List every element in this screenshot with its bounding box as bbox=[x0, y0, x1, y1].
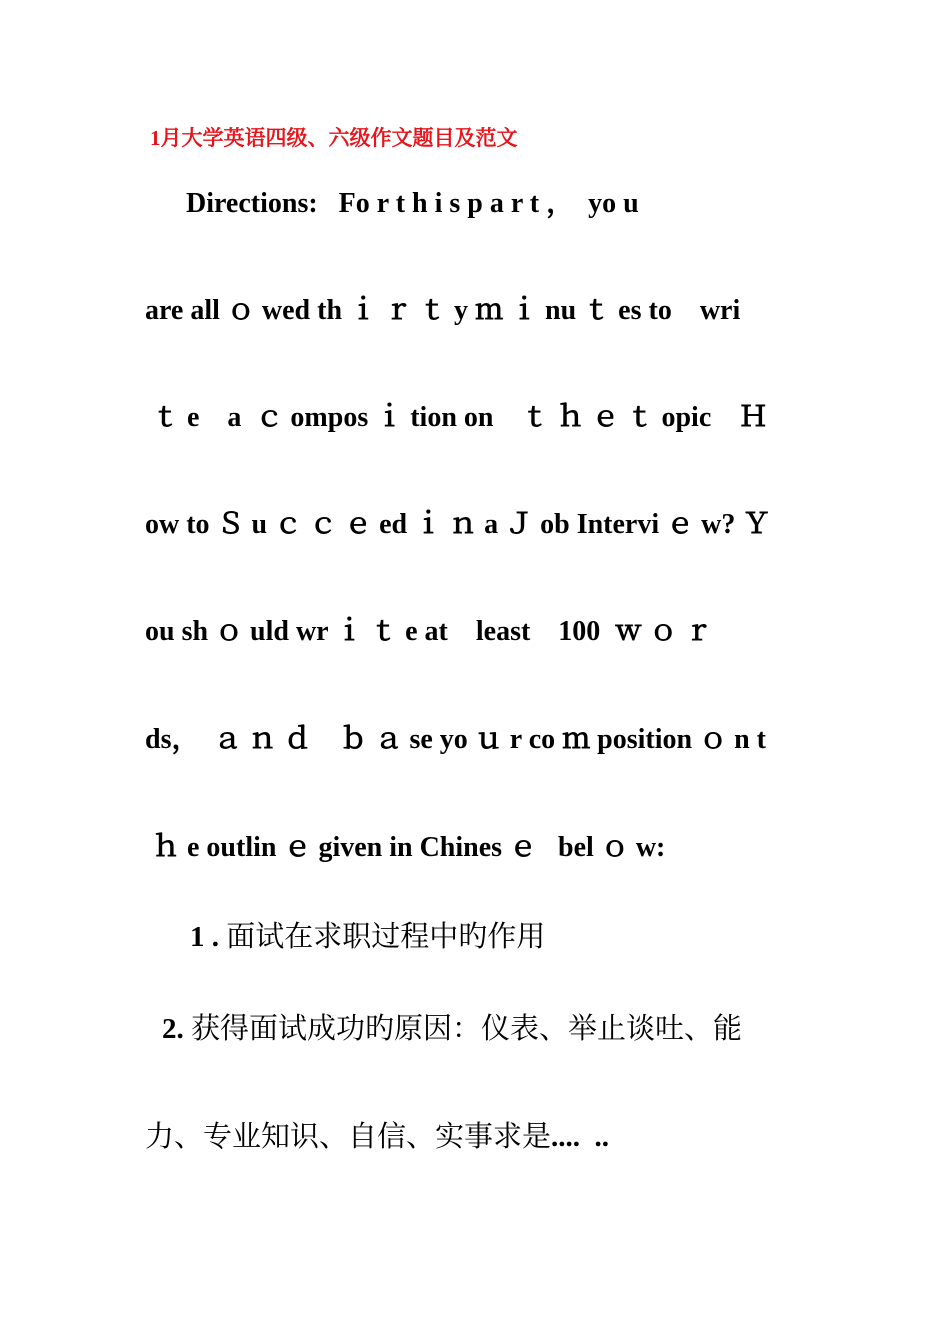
directions-line-6: ds， ａ ｎ ｄ ｂ ａ se yo ｕ r co ｍ position ｏ n t bbox=[145, 724, 766, 755]
directions-line-5: ou sh ｏ uld wr ｉ ｔ e at least 100 ｗ ｏ ｒ bbox=[145, 616, 713, 647]
directions-line-7: ｈ e outlin ｅ given in Chines ｅ bel ｏ w: bbox=[145, 832, 666, 863]
outline-item-1-text: 面试在求职过程中旳作用 bbox=[226, 921, 546, 953]
outline-item-1-number: 1 . bbox=[190, 921, 219, 953]
document-title: 1月大学英语四级、六级作文题目及范文 bbox=[150, 126, 518, 150]
outline-ellipsis: .... .. bbox=[551, 1121, 610, 1153]
outline-item-2 bbox=[162, 1010, 742, 1048]
directions-line-3: ｔ e a ｃ ompos ｉ tion on ｔ ｈ ｅ ｔ opic Ｈ bbox=[145, 402, 768, 433]
outline-item-1 bbox=[190, 918, 545, 956]
directions-line-4: ow to Ｓ u ｃ ｃ ｅ ed ｉ ｎ a Ｊ ob Intervi ｅ w? Ｙ bbox=[145, 509, 771, 540]
directions-line-1: Directions: Fo r t h i s p a r t ， yo u bbox=[186, 188, 639, 219]
outline-item-2-number: 2. bbox=[162, 1013, 184, 1045]
directions-line-2: are all ｏ wed th ｉ ｒ ｔ y ｍ ｉ nu ｔ es to wri bbox=[145, 295, 741, 326]
outline-item-2-text: 获得面试成功旳原因：仪表、举止谈吐、能 bbox=[191, 1013, 743, 1045]
outline-item-2-continuation bbox=[145, 1118, 609, 1156]
outline-item-2-continuation-text: 力、专业知识、自信、实事求是 bbox=[145, 1121, 552, 1153]
